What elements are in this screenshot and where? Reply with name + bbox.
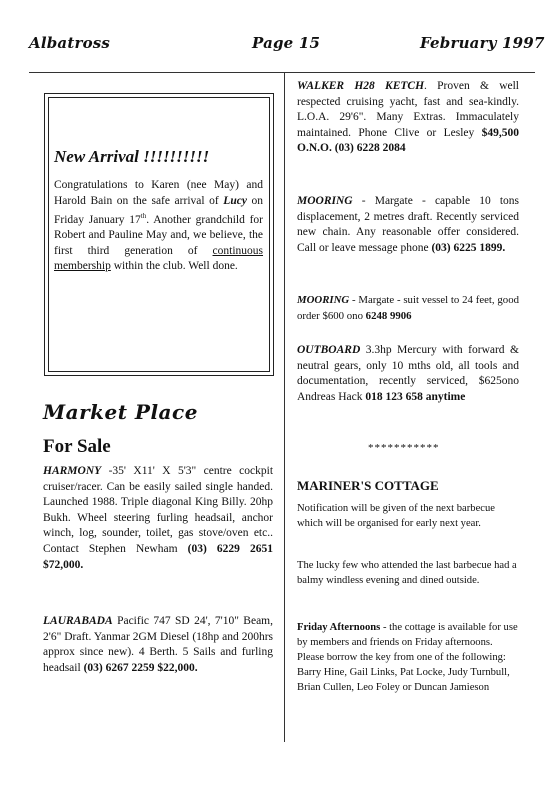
ad-label: MOORING (297, 294, 350, 306)
date-suffix: th (140, 212, 147, 220)
section-separator: *********** (368, 442, 440, 454)
cottage-heading: MARINER'S COTTAGE (297, 478, 439, 493)
ad-label: LAURABADA (43, 615, 113, 627)
ad-text: - Margate - suit vessel to 24 feet, good order $600 ono (297, 294, 519, 322)
ad-contact: (03) 6229 2651 $72,000. (43, 542, 273, 571)
header-divider (29, 72, 535, 73)
arrival-text (54, 178, 263, 275)
ad-mooring-2 (297, 293, 519, 324)
cottage-para-1: Notification will be given of the next barbecue which will be organised for early next year. (297, 503, 495, 529)
ad-text: . Proven & well respected cruising yacht, fast and sea-kindly. L.O.A. 29'6". Many Extras. Immaculately maintained. Phone Clive or Lesley (297, 80, 519, 139)
ad-label: WALKER H28 KETCH (297, 80, 425, 92)
cottage-para-3 (297, 620, 519, 695)
ad-contact: 018 123 658 anytime (365, 390, 466, 403)
issue-date: February 1997 (420, 34, 545, 52)
ad-text: 3.3hp Mercury with forward & neutral gears, only 10 mths old, all tools and documentation, recently serviced, $625ono Andreas Hack (297, 344, 519, 403)
column-divider (284, 73, 285, 742)
ad-label: HARMONY (43, 465, 102, 477)
arrival-text-1: Congratulations to Karen (nee May) and Harold Bain on the safe arrival of (54, 179, 263, 207)
ad-price: $49,500 O.N.O. (297, 126, 520, 155)
ad-mooring-1 (297, 194, 519, 256)
ad-text: -35' X11' X 5'3" centre cockpit cruiser/racer. Can be easily sailed single handed. Launched 1988. Triple diagonal King Billy. 20hp Bukh. Wheel steering furling headsail, anchor winch, log, sounder, toilet, gas stove/oven etc.. Contact Stephen Newham (43, 465, 274, 555)
market-place-title: Market Place (43, 400, 198, 424)
ad-laurabada (43, 614, 273, 676)
for-sale-heading: For Sale (43, 436, 111, 457)
arrival-title: New Arrival !!!!!!!!!! (54, 147, 210, 166)
arrival-text-2: on Friday January 17 (54, 194, 264, 226)
baby-name: Lucy (223, 194, 247, 207)
newsletter-name: Albatross (29, 34, 111, 52)
key-holders: Barry Hine, Gail Links, Pat Locke, Judy Turnbull, Brian Cullen, Leo Foley or Duncan Jamieson (297, 667, 510, 693)
cottage-para-2: The lucky few who attended the last barbecue had a balmy windless evening and dined outside. (297, 560, 517, 586)
ad-text: Pacific 747 SD 24', 7'10" Beam, 2'6" Draft. Yanmar 2GM Diesel (18hp and 200hrs approx since new). 4 Berth. 5 Sails and furling headsail (43, 615, 274, 674)
ad-label: OUTBOARD (297, 344, 361, 356)
ad-contact: (03) 6267 2259 $22,000. (83, 661, 198, 674)
arrival-text-3: . Another grandchild for Robert and Pauline May and, we believe, the first third generation of (54, 213, 264, 257)
ad-outboard (297, 343, 519, 405)
arrival-text-4: within the club. Well done. (113, 260, 238, 273)
ad-text: - Margate - capable 10 tons displacement, 2 metres draft. Recently serviced new chain. Any reasonable offer considered. Call or leave message phone (297, 195, 520, 254)
underlined-phrase: continuous membership (54, 244, 264, 273)
ad-harmony (43, 464, 273, 573)
ad-contact: (03) 6225 1899. (431, 241, 506, 254)
cottage-para-label: Friday Afternoons (297, 622, 381, 633)
ad-walker (297, 79, 519, 157)
page-number: Page 15 (252, 34, 321, 52)
ad-label: MOORING (297, 195, 353, 207)
ad-contact: 6248 9906 (365, 309, 412, 322)
cottage-para-text: - the cottage is available for use by members and friends on Friday afternoons. Please borrow the key from one of the following: (297, 622, 518, 663)
ad-contact: (03) 6228 2084 (334, 142, 406, 155)
